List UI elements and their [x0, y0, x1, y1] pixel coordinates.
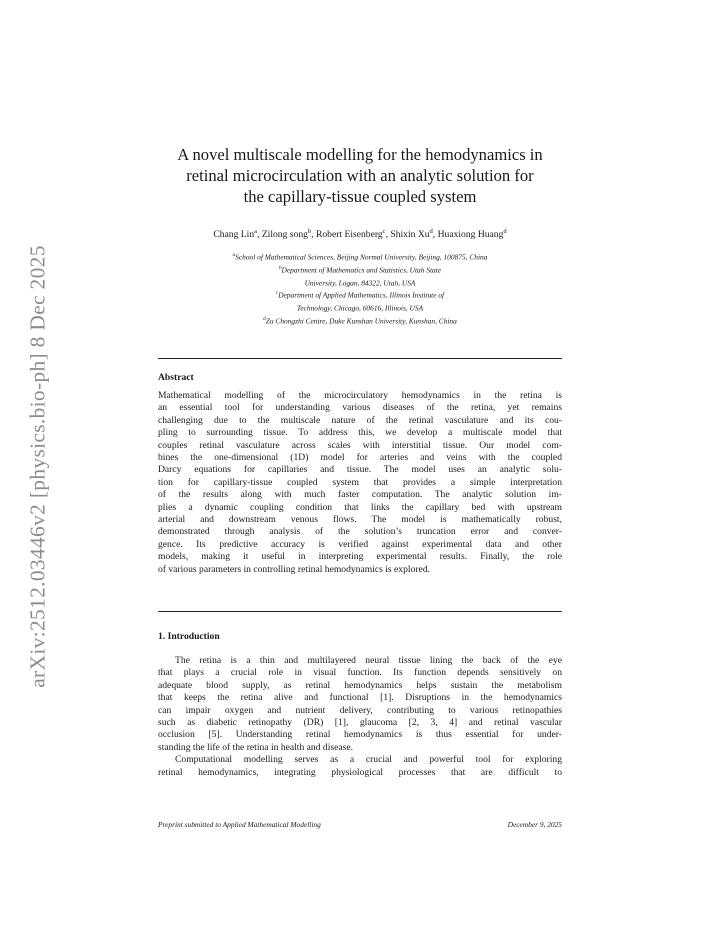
affiliation-line: $^a$School of Mathematical Sciences, Beijing Normal University, Beijing, 100875, China: [232, 252, 488, 262]
abstract-line: an essential tool for understanding various diseases of the retina, yet remains: [158, 402, 562, 414]
abstract-line: of various parameters in controlling retinal hemodynamics is explored.: [158, 563, 431, 575]
abstract-line: pling to surrounding tissue. To address this, we develop a multiscale model that: [158, 427, 562, 439]
abstract-line: plies a dynamic coupling condition that links the capillary bed with upstream: [158, 501, 562, 513]
section-heading-introduction: 1. Introduction: [158, 631, 220, 642]
abstract-body: [158, 390, 562, 576]
intro-line: Computational modelling serves as a crucial and powerful tool for exploring: [175, 754, 562, 766]
abstract-top-rule: [158, 358, 562, 359]
paper-title: [158, 144, 562, 207]
abstract-line: models, making it useful in interpreting experimental results. Finally, the role: [158, 551, 562, 563]
author-name: Shixin Xu: [390, 229, 430, 241]
author-mark: b: [307, 228, 312, 235]
intro-line: can impair oxygen and nutrient delivery, contributing to various retinopathies: [158, 704, 562, 716]
abstract-line: demonstrated through analysis of the solution’s truncation error and conver-: [158, 526, 562, 538]
title-line: retinal microcirculation with an analytic solution for: [186, 166, 534, 185]
author-list: Chang Lin$^a$, Zilong song$^b$, Robert Eisenberg$^c$, Shixin Xu$^d$, Huaxiong Huang$^d$: [213, 228, 507, 241]
title-line: A novel multiscale modelling for the hemodynamics in: [177, 145, 543, 164]
intro-line: that keeps the retina alive and functional [1]. Disruptions in the hemodynamics: [158, 692, 562, 704]
author-mark: c: [382, 228, 386, 235]
abstract-line: couples retinal vasculature across scales with interstitial tissue. Our model com-: [158, 439, 562, 451]
abstract-line: Mathematical modelling of the microcirculatory hemodynamics in the retina is: [158, 390, 562, 401]
intro-line: that plays a crucial role in visual function. Its function depends sensitively on: [158, 667, 562, 679]
abstract-line: of the results along with much faster computation. The analytic solution im-: [158, 489, 562, 501]
author-name: Robert Eisenberg: [315, 229, 383, 241]
abstract-line: Darcy equations for capillaries and tissue. The model uses an analytic solu-: [158, 464, 562, 476]
abstract-line: bines the one-dimensional (1D) model for arteries and veins with the coupled: [158, 452, 562, 464]
abstract-line: challenging due to the multiscale nature of the retinal vasculature and its cou-: [158, 414, 562, 426]
intro-line: standing the life of the retina in health and disease.: [158, 741, 354, 753]
affiliations: [158, 250, 562, 327]
intro-line: retinal hemodynamics, integrating physiological processes that are difficult to: [158, 766, 562, 778]
affiliation-line: $^c$Department of Applied Mathematics, Illinois Institute of: [275, 290, 445, 300]
affiliation-line: Technology, Chicago, 60616, Illinois, USA: [296, 303, 424, 313]
affiliation-line: $^d$Zu Chongzhi Centre, Duke Kunshan University, Kunshan, China: [263, 315, 457, 326]
arxiv-identifier-text: arXiv:2512.03446v2 [physics.bio-ph] 8 Dec 2025: [25, 245, 50, 688]
abstract-heading: Abstract: [158, 372, 194, 383]
author-name: Huaxiong Huang: [437, 229, 504, 241]
abstract-line: gence. Its predictive accuracy is verified against experimental data and other: [158, 538, 562, 550]
author-mark: d: [503, 228, 507, 235]
abstract-line: tion for capillary-tissue coupled system that provides a simple interpretation: [158, 476, 562, 488]
intro-line: such as diabetic retinopathy (DR) [1], glaucoma [2, 3, 4] and retinal vascular: [158, 717, 562, 729]
affiliation-line: University, Logan, 84322, Utah, USA: [304, 278, 416, 287]
author-name: Zilong song: [261, 229, 308, 241]
author-name: Chang Lin: [213, 229, 255, 241]
footer-date: December 9, 2025: [507, 820, 562, 829]
title-line: the capillary-tissue coupled system: [243, 187, 477, 206]
intro-line: occlusion [5]. Understanding retinal hemodynamics is thus essential for under-: [158, 729, 562, 741]
abstract-line: arterial and downstream venous flows. The model is mathematically robust,: [158, 514, 562, 526]
abstract-bottom-rule: [158, 611, 562, 612]
author-mark: a: [254, 228, 258, 235]
author-mark: d: [429, 228, 433, 235]
intro-line: adequate blood supply, as retinal hemodynamics helps sustain the metabolism: [158, 679, 562, 691]
footer-submission-note: Preprint submitted to Applied Mathematical Modelling: [158, 820, 321, 829]
affiliation-line: $^b$Department of Mathematics and Statistics, Utah State: [278, 264, 442, 275]
intro-line: The retina is a thin and multilayered neural tissue lining the back of the eye: [175, 655, 562, 666]
introduction-body: [158, 655, 562, 779]
